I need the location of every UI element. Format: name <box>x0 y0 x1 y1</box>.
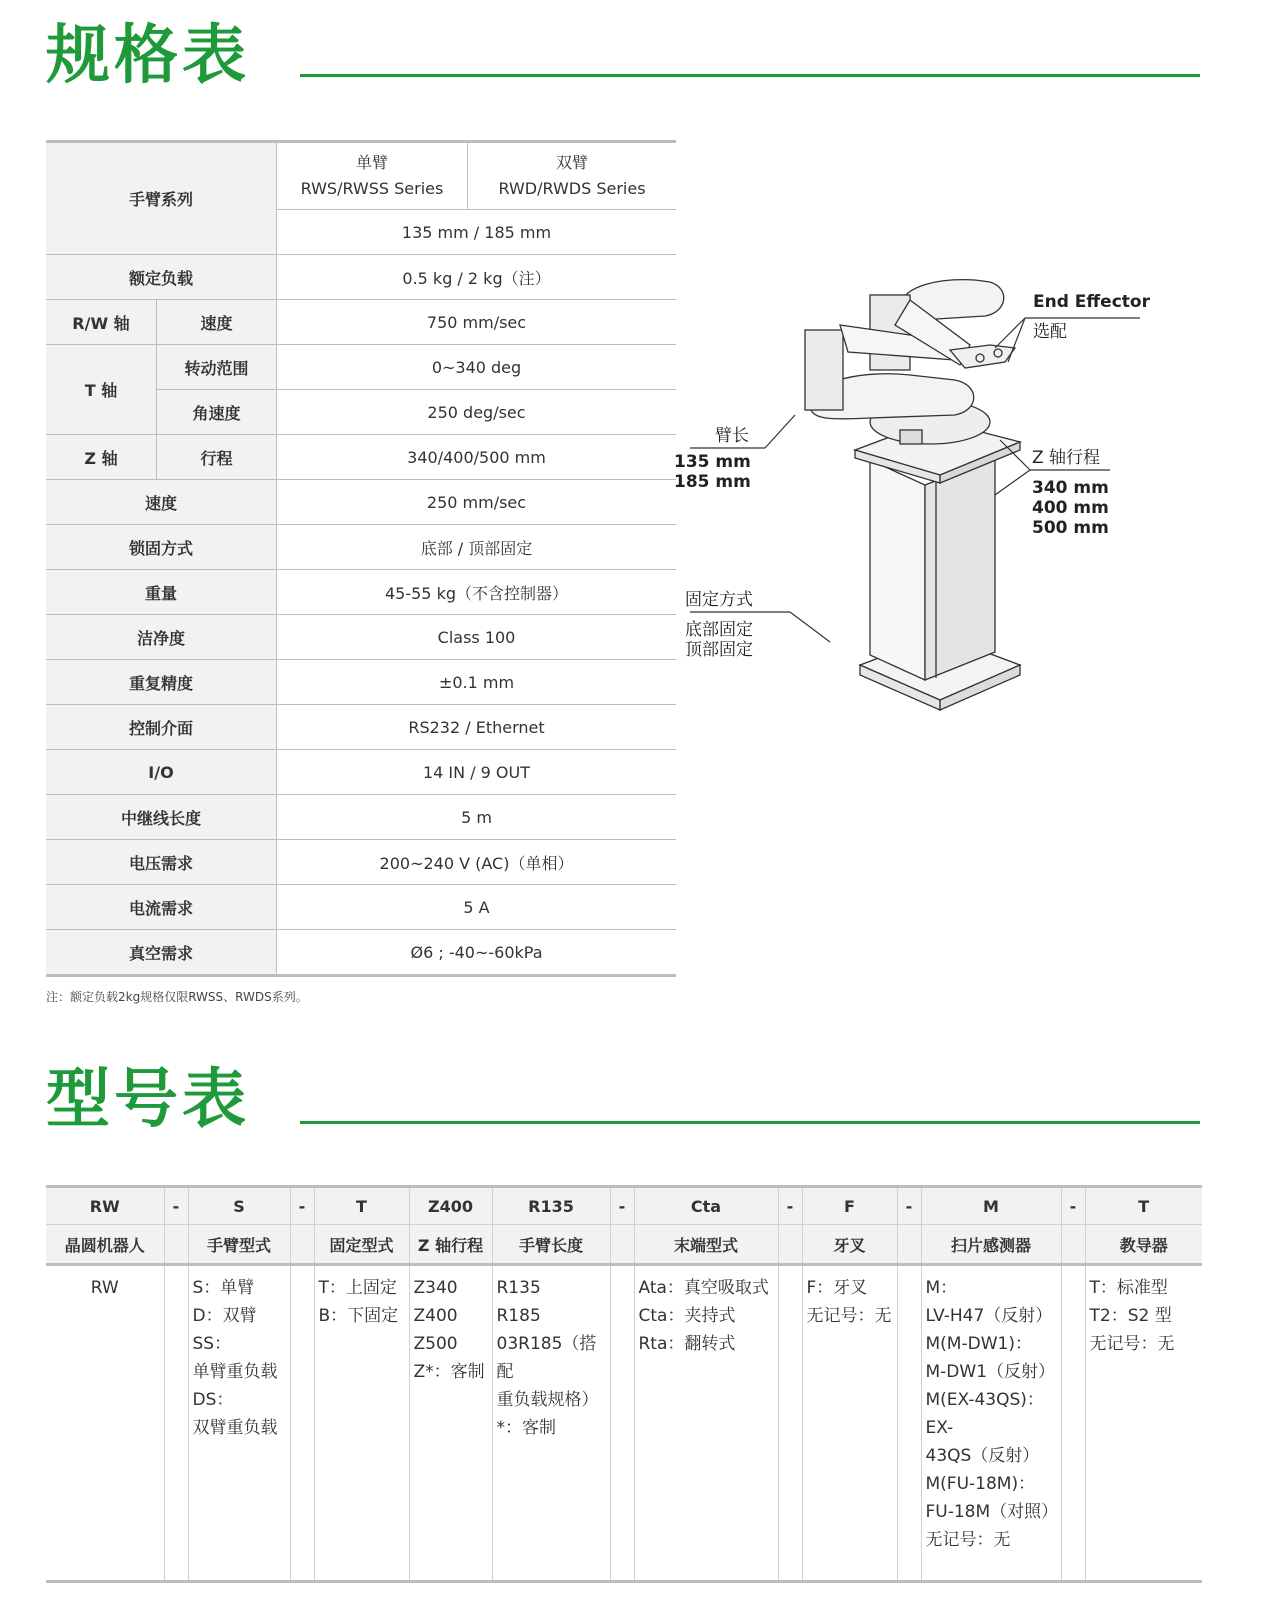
code-separator: - <box>897 1187 921 1225</box>
name-separator <box>164 1225 188 1265</box>
option-item: SS： <box>192 1334 232 1354</box>
options-cell <box>46 1265 164 1582</box>
spec-title-rule <box>300 74 1200 77</box>
spec-row <box>46 705 676 750</box>
spec-label: 控制介面 <box>46 705 277 750</box>
spec-value: 250 mm/sec <box>277 480 677 525</box>
code-cell: RW <box>46 1187 164 1225</box>
option-item: 单臂重负载 <box>192 1362 278 1382</box>
single-arm-header <box>277 142 468 210</box>
spec-label: 速度 <box>46 480 277 525</box>
spec-value: 340/400/500 mm <box>277 435 677 480</box>
spec-row <box>46 570 676 615</box>
code-separator: - <box>164 1187 188 1225</box>
mount-label: 固定方式 <box>685 590 753 610</box>
option-item: R185 <box>496 1306 541 1326</box>
name-separator <box>290 1225 314 1265</box>
options-cell <box>802 1265 897 1582</box>
options-cell <box>634 1265 778 1582</box>
single-arm-label: 单臂 <box>355 153 388 172</box>
dual-arm-series: RWD/RWDS Series <box>498 179 646 198</box>
spec-section-title: 规格表 <box>46 19 250 93</box>
spec-label: 洁净度 <box>46 615 277 660</box>
spec-row <box>46 840 676 885</box>
spec-label: 角速度 <box>157 390 277 435</box>
name-cell: 教导器 <box>1085 1225 1202 1265</box>
code-cell: M <box>921 1187 1061 1225</box>
dual-arm-header <box>468 142 677 210</box>
option-item: Z340 <box>413 1278 458 1298</box>
option-item: M： <box>925 1278 958 1298</box>
options-cell <box>409 1265 492 1582</box>
option-item: S：单臂 <box>192 1278 255 1298</box>
spec-group: Z 轴 <box>46 435 157 480</box>
model-code-row <box>46 1187 1202 1225</box>
spec-row <box>46 660 676 705</box>
options-separator <box>897 1265 921 1582</box>
option-item: Z*：客制 <box>413 1362 485 1382</box>
code-cell: Z400 <box>409 1187 492 1225</box>
options-cell <box>314 1265 409 1582</box>
option-item: Rta：翻转式 <box>638 1334 736 1354</box>
option-item: 双臂重负载 <box>192 1418 278 1438</box>
model-title-rule <box>300 1121 1200 1124</box>
code-separator: - <box>290 1187 314 1225</box>
option-item: Z400 <box>413 1306 458 1326</box>
single-arm-series: RWS/RWSS Series <box>300 179 444 198</box>
options-cell <box>1085 1265 1202 1582</box>
option-item: 43QS（反射） <box>925 1446 1040 1466</box>
option-item: RW <box>90 1278 119 1298</box>
spec-value: 0~340 deg <box>277 345 677 390</box>
options-cell <box>921 1265 1061 1582</box>
option-item: 03R185（搭配 <box>496 1334 597 1382</box>
spec-row <box>46 930 676 976</box>
option-item: *：客制 <box>496 1418 556 1438</box>
spec-table <box>46 140 676 977</box>
name-cell: 牙叉 <box>802 1225 897 1265</box>
spec-group: R/W 轴 <box>46 300 157 345</box>
spec-row <box>46 300 676 345</box>
arm-length-value-1: 135 mm <box>674 452 751 472</box>
options-separator <box>164 1265 188 1582</box>
code-separator: - <box>610 1187 634 1225</box>
z-stroke-value-1: 340 mm <box>1032 478 1109 498</box>
spec-label: 电压需求 <box>46 840 277 885</box>
option-item: D：双臂 <box>192 1306 257 1326</box>
spec-value: 5 A <box>277 885 677 930</box>
spec-value: 45-55 kg（不含控制器） <box>277 570 677 615</box>
end-effector-label: End Effector <box>1033 292 1150 312</box>
code-separator: - <box>778 1187 802 1225</box>
end-effector-option: 选配 <box>1033 322 1067 342</box>
spec-row <box>46 480 676 525</box>
options-separator <box>290 1265 314 1582</box>
spec-value: 14 IN / 9 OUT <box>277 750 677 795</box>
options-separator <box>1061 1265 1085 1582</box>
spec-row <box>46 615 676 660</box>
spec-label: 锁固方式 <box>46 525 277 570</box>
name-cell: 扫片感测器 <box>921 1225 1061 1265</box>
name-separator <box>897 1225 921 1265</box>
spec-label: I/O <box>46 750 277 795</box>
code-cell: S <box>188 1187 290 1225</box>
spec-row <box>46 345 676 390</box>
spec-label: 速度 <box>157 300 277 345</box>
option-item: Ata：真空吸取式 <box>638 1278 769 1298</box>
arm-length-value: 135 mm / 185 mm <box>277 210 677 255</box>
option-item: T：标准型 <box>1089 1278 1168 1298</box>
name-cell: 手臂长度 <box>492 1225 610 1265</box>
z-stroke-label: Z 轴行程 <box>1032 448 1101 468</box>
name-separator <box>778 1225 802 1265</box>
name-cell: 晶圆机器人 <box>46 1225 164 1265</box>
spec-value: 200~240 V (AC)（单相） <box>277 840 677 885</box>
spec-row <box>46 750 676 795</box>
arm-length-label: 臂长 <box>715 426 749 446</box>
spec-row <box>46 795 676 840</box>
spec-value: 0.5 kg / 2 kg（注） <box>277 255 677 300</box>
spec-value: 750 mm/sec <box>277 300 677 345</box>
arm-length-value-2: 185 mm <box>674 472 751 492</box>
spec-label: 电流需求 <box>46 885 277 930</box>
option-item: M(M-DW1)： <box>925 1334 1032 1354</box>
option-item: LV-H47（反射） <box>925 1306 1053 1326</box>
option-item: DS： <box>192 1390 234 1410</box>
robot-illustration <box>690 270 1210 740</box>
code-cell: Cta <box>634 1187 778 1225</box>
option-item: T：上固定 <box>318 1278 397 1298</box>
name-cell: Z 轴行程 <box>409 1225 492 1265</box>
spec-value: Class 100 <box>277 615 677 660</box>
name-separator <box>610 1225 634 1265</box>
mount-value-1: 底部固定 <box>685 620 753 640</box>
option-item: M(EX-43QS)：EX- <box>925 1390 1044 1438</box>
option-item: B：下固定 <box>318 1306 399 1326</box>
name-cell: 手臂型式 <box>188 1225 290 1265</box>
option-item: M(FU-18M)： <box>925 1474 1036 1494</box>
spec-value: 底部 / 顶部固定 <box>277 525 677 570</box>
code-separator: - <box>1061 1187 1085 1225</box>
mount-value-2: 顶部固定 <box>685 640 753 660</box>
options-cell <box>492 1265 610 1582</box>
spec-value: Ø6 ; -40~-60kPa <box>277 930 677 976</box>
option-item: R135 <box>496 1278 541 1298</box>
model-section-title: 型号表 <box>46 1063 250 1137</box>
spec-label: 真空需求 <box>46 930 277 976</box>
option-item: 无记号：无 <box>1089 1334 1175 1354</box>
spec-group: T 轴 <box>46 345 157 435</box>
name-cell: 末端型式 <box>634 1225 778 1265</box>
code-cell: R135 <box>492 1187 610 1225</box>
model-table <box>46 1185 1202 1583</box>
spec-label: 重复精度 <box>46 660 277 705</box>
spec-row <box>46 885 676 930</box>
option-item: Z500 <box>413 1334 458 1354</box>
name-cell: 固定型式 <box>314 1225 409 1265</box>
spec-row <box>46 525 676 570</box>
spec-label: 行程 <box>157 435 277 480</box>
model-options-row <box>46 1265 1202 1582</box>
option-item: T2：S2 型 <box>1089 1306 1172 1326</box>
dual-arm-label: 双臂 <box>555 153 588 172</box>
spec-label: 额定负载 <box>46 255 277 300</box>
options-cell <box>188 1265 290 1582</box>
z-stroke-value-3: 500 mm <box>1032 518 1109 538</box>
spec-value: ±0.1 mm <box>277 660 677 705</box>
code-cell: T <box>1085 1187 1202 1225</box>
arm-series-label: 手臂系列 <box>46 142 277 255</box>
option-item: 无记号：无 <box>925 1530 1011 1550</box>
code-cell: T <box>314 1187 409 1225</box>
option-item: M-DW1（反射） <box>925 1362 1056 1382</box>
option-item: Cta：夹持式 <box>638 1306 736 1326</box>
options-separator <box>610 1265 634 1582</box>
spec-label: 转动范围 <box>157 345 277 390</box>
spec-label: 中继线长度 <box>46 795 277 840</box>
spec-footnote: 注：额定负载2kg规格仅限RWSS、RWDS系列。 <box>46 990 308 1004</box>
spec-label: 重量 <box>46 570 277 615</box>
spec-row <box>46 255 676 300</box>
options-separator <box>778 1265 802 1582</box>
option-item: FU-18M（对照） <box>925 1502 1059 1522</box>
spec-value: 5 m <box>277 795 677 840</box>
spec-value: 250 deg/sec <box>277 390 677 435</box>
option-item: F：牙叉 <box>806 1278 868 1298</box>
code-cell: F <box>802 1187 897 1225</box>
spec-value: RS232 / Ethernet <box>277 705 677 750</box>
option-item: 无记号：无 <box>806 1306 892 1326</box>
model-name-row <box>46 1225 1202 1265</box>
name-separator <box>1061 1225 1085 1265</box>
z-stroke-value-2: 400 mm <box>1032 498 1109 518</box>
robot-diagram <box>674 270 1210 740</box>
option-item: 重负载规格） <box>496 1390 599 1410</box>
spec-row <box>46 435 676 480</box>
